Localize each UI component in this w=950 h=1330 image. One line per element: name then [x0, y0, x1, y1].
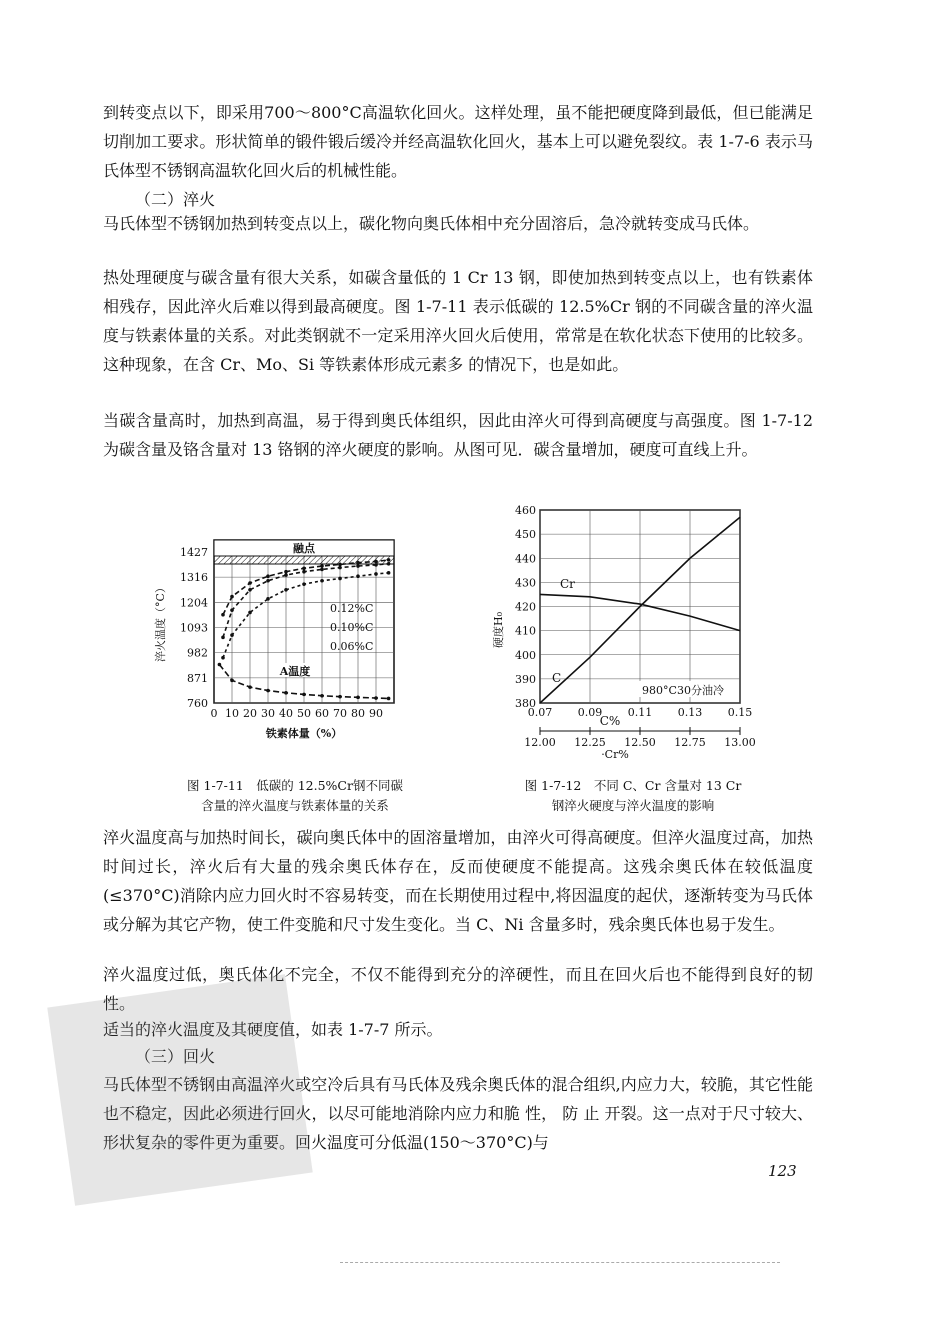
- chart2-x-tick-label-c: 0.13: [677, 706, 703, 719]
- chart1-data-point: [284, 570, 288, 574]
- chart1-x-label: 铁素体量（%）: [265, 727, 343, 740]
- chart1-data-point: [320, 579, 324, 583]
- chart2-x-tick-label-c: 0.15: [727, 706, 753, 719]
- heading-quenching: （二）淬火: [135, 190, 216, 209]
- chart1-data-point: [356, 574, 360, 578]
- paragraph-2: 马氏体型不锈钢加热到转变点以上，碳化物向奥氏体相中充分固溶后，急冷就转变成马氏体。: [103, 214, 760, 233]
- library-stamp-watermark: [47, 974, 312, 1205]
- chart1-data-point: [284, 588, 288, 592]
- chart1-data-point: [266, 579, 270, 583]
- chart1-y-tick-label: 1093: [180, 621, 208, 635]
- chart1-data-point: [302, 582, 306, 586]
- chart1-plot: [153, 540, 394, 740]
- caption2-line2: 钢淬火硬度与淬火温度的影响: [551, 798, 715, 813]
- paragraph-1: 到转变点以下，即采用700～800°C高温软化回火。这样处理，虽不能把硬度降到最低，但已能满足切削加工要求。形状简单的锻件锻后缓冷并经高温软化回火，基本上可以避免裂纹。表 1-7-6 表示马氏体型不锈钢高温软化回火后的机械性能。: [103, 103, 813, 180]
- chart1-data-point: [248, 685, 252, 689]
- chart1-data-point: [284, 573, 288, 577]
- chart2-x-tick-label-cr: 12.50: [624, 736, 656, 749]
- chart1-data-point: [338, 566, 342, 570]
- chart1-series-label-006: 0.06%C: [330, 640, 374, 653]
- chart1-data-point: [374, 563, 378, 567]
- chart2-x-tick-label-cr: 12.25: [574, 736, 606, 749]
- scan-edge-line: [340, 1262, 780, 1264]
- chart1-data-point: [338, 577, 342, 581]
- chart1-data-point: [374, 696, 378, 700]
- chart1-x-tick-label: 10: [225, 707, 239, 720]
- paragraph-7: 适当的淬火温度及其硬度值，如表 1-7-7 所示。: [103, 1020, 443, 1039]
- chart1-x-tick-label: 30: [261, 707, 275, 720]
- chart1-data-point: [387, 697, 391, 701]
- figure-1-7-11-caption: [140, 776, 450, 816]
- chart1-x-tick-label: 0: [210, 707, 218, 720]
- chart2-x-tick-label-cr: 12.75: [674, 736, 706, 749]
- chart1-data-point: [230, 608, 234, 612]
- chart1-data-point: [230, 679, 234, 683]
- chart2-y-tick-label: 450: [515, 528, 536, 542]
- chart2-y-tick-label: 440: [515, 552, 536, 566]
- chart1-x-tick-label: 70: [333, 707, 347, 720]
- caption2-line1: 图 1-7-12 不同 C、Cr 含量对 13 Cr: [524, 778, 742, 793]
- chart1-data-point: [230, 633, 234, 637]
- chart1-x-tick-label: 80: [351, 707, 365, 720]
- figure-1-7-12: [480, 500, 770, 762]
- chart1-y-tick-label: 1204: [180, 596, 208, 610]
- chart1-x-ticks: [211, 707, 384, 720]
- chart2-y-ticks: [515, 504, 536, 710]
- chart2-y-tick-label: 390: [515, 672, 536, 686]
- chart1-series-label-010: 0.10%C: [330, 621, 374, 634]
- chart1-data-point: [338, 695, 342, 699]
- chart2-y-tick-label: 420: [515, 600, 536, 614]
- paragraph-3: 热处理硬度与碳含量有很大关系，如碳含量低的 1 Cr 13 钢，即使加热到转变点以上，也有铁素体相残存，因此淬火后难以得到最高硬度。图 1-7-11 表示低碳的 12.5%Cr 钢的不同碳含量的淬火温度与铁素体量的关系。对此类钢就不一定采用淬火回火后使用，常常是在软化状态下使用的比较多。这种现象，在含 Cr、Mo、Si 等铁素体形成元素多 的情况下，也是如此。: [103, 268, 813, 374]
- chart1-region-label: A温度: [279, 665, 311, 678]
- chart2-x-tick-label-c: 0.09: [577, 706, 603, 719]
- chart2-x-tick-label-cr: 13.00: [724, 736, 756, 749]
- chart2-x-label-cr: ·Cr%: [601, 748, 629, 761]
- chart1-x-tick-label: 50: [297, 707, 311, 720]
- chart1-x-tick-label: 40: [279, 707, 293, 720]
- figure-1-7-12-caption: [488, 776, 778, 816]
- chart1-data-point: [387, 558, 391, 562]
- chart1-data-point: [356, 564, 360, 568]
- chart2-y-tick-label: 380: [515, 697, 536, 710]
- chart1-y-label: 淬火温度（°C）: [154, 582, 167, 662]
- chart1-data-point: [320, 564, 324, 568]
- heading-tempering: （三）回火: [135, 1047, 216, 1066]
- chart2-series-label-c: C: [552, 671, 562, 685]
- chart1-data-point: [356, 696, 360, 700]
- paragraph-4: 当碳含量高时，加热到高温，易于得到奥氏体组织，因此由淬火可得到高硬度与高强度。图 1-7-12 为碳含量及铬含量对 13 铬钢的淬火硬度的影响。从图可见．碳含量增加，硬度可直线上升。: [103, 411, 813, 459]
- chart1-y-tick-label: 871: [187, 671, 208, 685]
- chart2-x-label-c: C%: [599, 714, 621, 728]
- chart1-data-point: [266, 689, 270, 693]
- chart2-x-tick-label-c: 0.07: [527, 706, 553, 719]
- paragraph-5: 淬火温度高与加热时间长，碳向奥氏体中的固溶量增加，由淬火可得高硬度。但淬火温度过高，加热时间过长，淬火后有大量的残余奥氏体存在，反而使硬度不能提高。这残余奥氏体在较低温度(≤370°C)消除内应力回火时不容易转变，而在长期使用过程中,将因温度的起伏，逐渐转变为马氏体或分解为其它产物，使工件变脆和尺寸发生变化。当 C、Ni 含量多时，残余奥氏体也易于发生。: [103, 828, 813, 934]
- chart2-series-label-cr: Cr: [560, 577, 575, 591]
- page-number: 123: [768, 1162, 797, 1180]
- chart2-y-label: 硬度H₀: [492, 611, 505, 649]
- chart1-y-tick-label: 1427: [180, 545, 208, 559]
- chart2-y-tick-label: 460: [515, 504, 536, 517]
- chart1-x-tick-label: 60: [315, 707, 329, 720]
- chart1-data-point: [248, 581, 252, 585]
- chart1-data-point: [356, 561, 360, 565]
- chart1-data-point: [221, 613, 225, 617]
- chart1-y-tick-label: 760: [187, 697, 208, 710]
- chart1-data-point: [387, 562, 391, 566]
- paragraph-8: 马氏体型不锈钢由高温淬火或空冷后具有马氏体及残余奥氏体的混合组织,内应力大，较脆，其它性能也不稳定，因此必须进行回火，以尽可能地消除内应力和脆 性， 防 止 开裂。这一点对于尺寸较大、形状复杂的零件更为重要。回火温度可分低温(150～370°C)与: [103, 1075, 813, 1152]
- chart1-data-point: [284, 691, 288, 695]
- chart1-data-point: [302, 570, 306, 574]
- chart1-data-point: [266, 574, 270, 578]
- chart1-data-point: [218, 663, 222, 667]
- chart2-plot: [491, 504, 756, 761]
- chart1-x-tick-label: 20: [243, 707, 257, 720]
- chart2-x-tick-label-c: 0.11: [627, 706, 653, 719]
- chart1-series-label-012: 0.12%C: [330, 602, 374, 615]
- chart1-y-tick-label: 1316: [180, 571, 208, 585]
- chart2-y-tick-label: 410: [515, 624, 536, 638]
- caption1-line1: 图 1-7-11 低碳的 12.5%Cr钢不同碳: [187, 778, 403, 793]
- figure-1-7-11: [150, 530, 410, 745]
- chart1-data-point: [248, 588, 252, 592]
- chart1-data-point: [230, 595, 234, 599]
- chart1-data-point: [374, 560, 378, 564]
- chart2-x-tick-label-cr: 12.00: [524, 736, 556, 749]
- chart2-x-ticks-cr: [524, 727, 756, 749]
- caption1-line2: 含量的淬火温度与铁素体量的关系: [201, 798, 389, 813]
- chart1-y-tick-label: 982: [187, 646, 208, 660]
- chart1-data-point: [221, 656, 225, 660]
- paragraph-6: 淬火温度过低，奥氏体化不完全，不仅不能得到充分的淬硬性，而且在回火后也不能得到良好的韧性。: [103, 965, 813, 1013]
- chart2-y-tick-label: 430: [515, 576, 536, 590]
- chart1-data-point: [320, 694, 324, 698]
- chart2-y-tick-label: 400: [515, 648, 536, 662]
- chart1-x-tick-label: 90: [369, 707, 383, 720]
- chart2-annotation: 980°C30分油冷: [642, 684, 724, 697]
- chart1-data-point: [338, 563, 342, 567]
- chart1-data-point: [302, 693, 306, 697]
- chart1-data-point: [248, 611, 252, 615]
- chart1-melting-label: 融点: [293, 542, 315, 555]
- chart1-data-point: [221, 636, 225, 640]
- chart1-data-point: [374, 572, 378, 576]
- chart2-x-ticks-c: [528, 706, 753, 719]
- chart1-data-point: [266, 597, 270, 601]
- chart1-y-ticks: [180, 546, 208, 710]
- chart1-data-point: [320, 568, 324, 572]
- chart1-data-point: [387, 571, 391, 575]
- chart1-data-point: [302, 566, 306, 570]
